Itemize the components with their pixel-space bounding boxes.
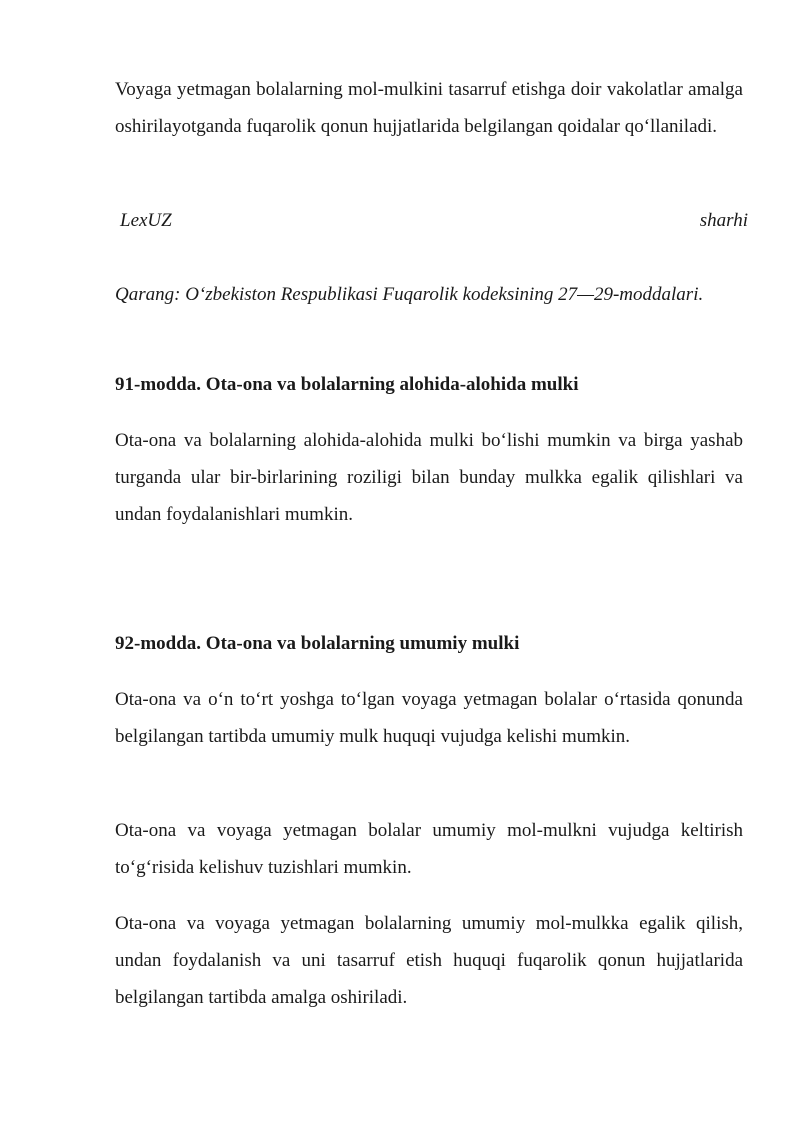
article-90-closing-paragraph: Voyaga yetmagan bolalarning mol-mulkini tasarruf etishga doir vakolatlar amalga oshirilayotganda fuqarolik qonun hujjatlarida belgilangan qoidalar qo‘llaniladi. [115,79,743,137]
article-92-heading: 92-modda. Ota-ona va bolalarning umumiy mulki [115,633,520,654]
article-92-paragraph-3: Ota-ona va voyaga yetmagan bolalarning umumiy mol-mulkka egalik qilish, undan foydalanish va uni tasarruf etish huquqi fuqarolik qonun hujjatlarida belgilangan tartibda amalga oshiriladi. [115,913,743,1008]
article-91-paragraph: Ota-ona va bolalarning alohida-alohida mulki bo‘lishi mumkin va birga yashab turganda ular bir-birlarining roziligi bilan bunday mulkka egalik qilishlari va undan foydalanishlari mumkin. [115,430,743,525]
article-92-paragraph-2: Ota-ona va voyaga yetmagan bolalar umumiy mol-mulkni vujudga keltirish to‘g‘risida kelishuv tuzishlari mumkin. [115,820,743,878]
article-92-paragraph-1: Ota-ona va o‘n to‘rt yoshga to‘lgan voyaga yetmagan bolalar o‘rtasida qonunda belgilangan tartibda umumiy mulk huquqi vujudga kelishi mumkin. [115,689,743,747]
commentary-label: sharhi [699,210,748,231]
commentary-source-line [115,202,748,239]
commentary-source: LexUZ [120,210,172,231]
article-91-heading: 91-modda. Ota-ona va bolalarning alohida-alohida mulki [115,374,579,395]
commentary-reference: Qarang: O‘zbekiston Respublikasi Fuqarolik kodeksining 27—29-moddalari. [115,284,704,305]
